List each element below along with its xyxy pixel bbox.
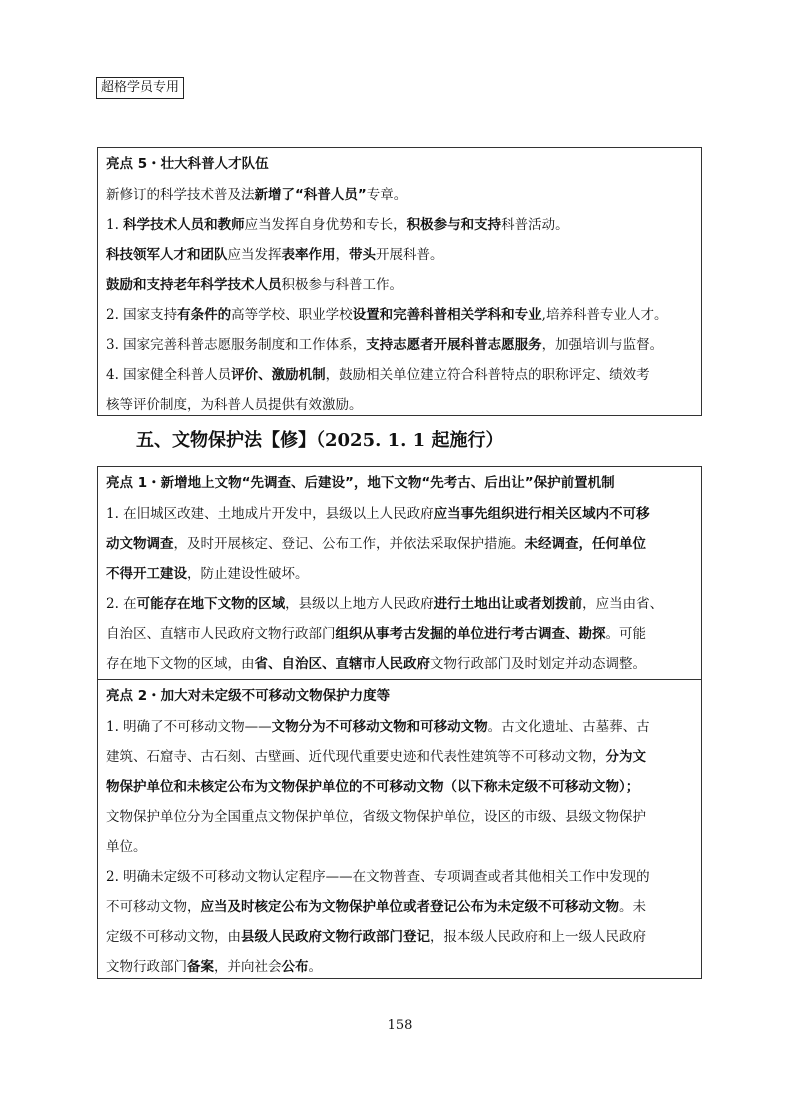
bold-text: 分为文 xyxy=(605,749,646,765)
bold-text: 积极参与和支持 xyxy=(406,217,502,233)
text-run: ,培养科普专业人才。 xyxy=(541,307,668,323)
paragraph-line xyxy=(106,619,693,649)
paragraph-line xyxy=(106,360,693,390)
text-run: 建筑、石窟寺、古石刻、古壁画、近代现代重要史迹和代表性建筑等不可移动文物， xyxy=(106,749,606,765)
paragraph-line xyxy=(106,559,693,589)
text-run: 定级不可移动文物，由 xyxy=(106,929,241,945)
text-run: ， xyxy=(335,247,349,263)
exclusive-tag: 超格学员专用 xyxy=(96,77,184,99)
paragraph-line xyxy=(106,210,693,240)
text-run: 1. 在旧城区改建、土地成片开发中，县级以上人民政府 xyxy=(106,506,434,522)
text-run: 2. 明确未定级不可移动文物认定程序——在文物普查、专项调查或者其他相关工作中发现的 xyxy=(106,869,650,885)
paragraph-line xyxy=(106,499,693,529)
bold-text: 备案 xyxy=(187,959,214,975)
text-run: 存在地下文物的区域，由 xyxy=(106,656,255,672)
bold-text: 支持志愿者开展科普志愿服务 xyxy=(366,337,542,353)
bold-text: 表率作用 xyxy=(281,247,336,263)
text-run: 。未 xyxy=(619,899,646,915)
bold-text: 科学技术人员和教师 xyxy=(123,217,245,233)
bold-text: 物保护单位和未核定公布为文物保护单位的不可移动文物（以下称未定级不可移动文物）； xyxy=(106,779,640,795)
text-run: ，并向社会 xyxy=(214,959,282,975)
highlight-box-survey-first xyxy=(97,466,702,680)
paragraph-line xyxy=(106,180,693,210)
text-run: 核等评价制度，为科普人员提供有效激励。 xyxy=(106,397,363,413)
bold-text: 新增了“科普人员” xyxy=(254,187,367,203)
bold-text: 科技领军人才和团队 xyxy=(106,247,228,263)
text-run: 专章。 xyxy=(366,187,408,203)
paragraph-line xyxy=(106,742,693,772)
bold-text: 应当及时核定公布为文物保护单位或者登记公布为未定级不可移动文物 xyxy=(200,899,619,915)
text-run: 。古文化遗址、古墓葬、古 xyxy=(487,719,650,735)
paragraph-line xyxy=(106,772,693,802)
paragraph-line xyxy=(106,952,693,982)
text-run: 文物保护单位分为全国重点文物保护单位，省级文物保护单位，设区的市级、县级文物保护 xyxy=(106,809,646,825)
text-run: 。可能 xyxy=(605,626,646,642)
bold-text: 公布 xyxy=(281,959,309,975)
paragraph-line xyxy=(106,922,693,952)
bold-text: 进行土地出让或者划拨前 xyxy=(433,596,583,612)
paragraph-line xyxy=(106,892,693,922)
text-run: 2. 国家支持 xyxy=(106,307,178,323)
paragraph-line xyxy=(106,330,693,360)
text-run: 4. 国家健全科普人员 xyxy=(106,367,232,383)
bold-text: 带头 xyxy=(349,247,376,263)
paragraph-line xyxy=(106,862,693,892)
text-run: 1. 明确了不可移动文物—— xyxy=(106,719,272,735)
text-run: 文物行政部门 xyxy=(106,959,187,975)
box-body xyxy=(106,712,693,982)
bold-text: 评价、激励机制 xyxy=(231,367,326,383)
paragraph-line xyxy=(106,300,693,330)
paragraph-line xyxy=(106,802,693,832)
text-run: 单位。 xyxy=(106,839,147,855)
bold-text: 未经调查，任何单位 xyxy=(524,536,646,552)
text-run: 文物行政部门及时划定并动态调整。 xyxy=(430,656,646,672)
text-run: 应当发挥 xyxy=(227,247,282,263)
text-run: ，报本级人民政府和上一级人民政府 xyxy=(430,929,646,945)
bold-text: 县级人民政府文物行政部门登记 xyxy=(241,929,430,945)
text-run: 开展科普。 xyxy=(376,247,444,263)
text-run: 自治区、直辖市人民政府文物行政部门 xyxy=(106,626,336,642)
text-run: 新修订的科学技术普及法 xyxy=(106,187,255,203)
box-heading: 亮点 1・新增地上文物“先调查、后建设”，地下文物“先考古、后出让”保护前置机制 xyxy=(106,475,615,491)
text-run: 3. 国家完善科普志愿服务制度和工作体系， xyxy=(106,337,367,353)
paragraph-line xyxy=(106,390,693,420)
paragraph-line xyxy=(106,649,693,679)
text-run: ，加强培训与监督。 xyxy=(541,337,664,353)
text-run: ，鼓励相关单位建立符合科普特点的职称评定、绩效考 xyxy=(325,367,650,383)
section-title: 五、文物保护法【修】（2025. 1. 1 起施行） xyxy=(136,430,504,451)
highlight-box-unclassified-relics xyxy=(97,680,702,979)
text-run: 不可移动文物， xyxy=(106,899,201,915)
bold-text: 应当事先组织进行相关区域内不可移 xyxy=(433,506,650,522)
text-run: ，及时开展核定、登记、公布工作，并依法采取保护措施。 xyxy=(173,536,525,552)
bold-text: 可能存在地下文物的区域 xyxy=(136,596,286,612)
paragraph-line xyxy=(106,589,693,619)
bold-text: 组织从事考古发掘的单位进行考古调查、勘探 xyxy=(335,626,606,642)
bold-text: 文物分为不可移动文物和可移动文物 xyxy=(271,719,488,735)
bold-text: 不得开工建设 xyxy=(106,566,187,582)
box-body xyxy=(106,499,693,679)
bold-text: 设置和完善科普相关学科和专业 xyxy=(352,307,542,323)
bold-text: 省、自治区、直辖市人民政府 xyxy=(254,656,430,672)
text-run: 科普活动。 xyxy=(501,217,569,233)
paragraph-line xyxy=(106,240,693,270)
paragraph-line xyxy=(106,529,693,559)
bold-text: 有条件的 xyxy=(177,307,232,323)
text-run: 。 xyxy=(308,959,322,975)
text-run: ，应当由省、 xyxy=(582,596,664,612)
page-number: 158 xyxy=(387,1018,413,1033)
paragraph-line xyxy=(106,270,693,300)
box-heading: 亮点 5・壮大科普人才队伍 xyxy=(106,156,269,172)
text-run: 应当发挥自身优势和专长， xyxy=(244,217,407,233)
box-heading: 亮点 2・加大对未定级不可移动文物保护力度等 xyxy=(106,688,391,704)
text-run: ，防止建设性破坏。 xyxy=(187,566,309,582)
bold-text: 动文物调查 xyxy=(106,536,174,552)
text-run: 积极参与科普工作。 xyxy=(281,277,403,293)
text-run: 高等学校、职业学校 xyxy=(231,307,353,323)
text-run: 1. xyxy=(106,217,124,233)
text-run: 2. 在 xyxy=(106,596,137,612)
text-run: ，县级以上地方人民政府 xyxy=(285,596,434,612)
highlight-box-science-popularization xyxy=(97,147,702,416)
paragraph-line xyxy=(106,712,693,742)
paragraph-line xyxy=(106,832,693,862)
box-body xyxy=(106,180,693,420)
bold-text: 鼓励和支持老年科学技术人员 xyxy=(106,277,282,293)
